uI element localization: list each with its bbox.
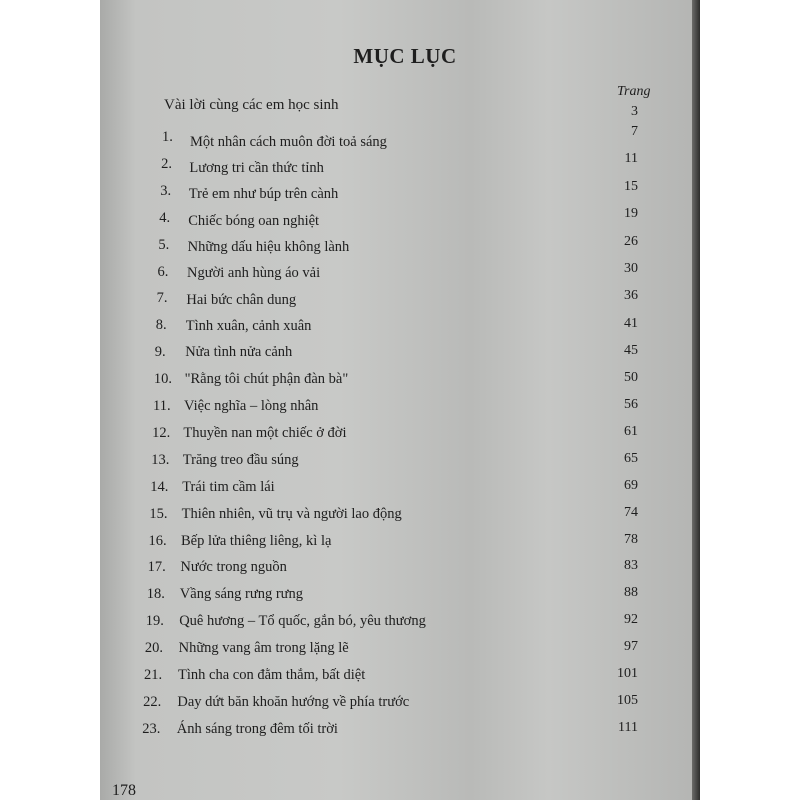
toc-entry-number: 14.: [150, 478, 169, 495]
toc-entry: [0, 370, 800, 392]
toc-entry: [0, 478, 800, 500]
toc-entry: [0, 424, 800, 446]
toc-entry: [0, 720, 800, 742]
toc-entry-number: 22.: [143, 693, 162, 710]
toc-entry: [0, 585, 800, 607]
toc-entry-number: 11.: [153, 398, 171, 414]
toc-entry-page: 45: [624, 343, 638, 359]
toc-entry-title: Trẻ em như búp trên cành: [188, 186, 339, 203]
toc-entry-page: 7: [631, 124, 638, 139]
toc-entry-title: Bếp lửa thiêng liêng, kì lạ: [181, 532, 332, 549]
toc-entry: [0, 178, 800, 204]
toc-entry: [0, 343, 800, 365]
toc-entry-title: "Rằng tôi chút phận đàn bà": [184, 371, 349, 388]
toc-entry: [0, 316, 800, 338]
toc-entry-page: 83: [624, 558, 638, 574]
toc-entry: [0, 451, 800, 473]
toc-entry-page: 11: [624, 151, 638, 167]
toc-entry-page: 30: [624, 261, 638, 276]
toc-entry-page: 26: [624, 233, 638, 249]
toc-entry-page: 92: [624, 612, 638, 628]
toc-entry: [0, 151, 800, 177]
toc-entry-title: Việc nghĩa – lòng nhân: [184, 398, 319, 414]
toc-entry-page: 69: [624, 477, 638, 493]
toc-entry-number: 6.: [157, 263, 169, 280]
toc-entry-number: 18.: [146, 586, 165, 603]
toc-entry-title: Ánh sáng trong đêm tối trời: [176, 720, 338, 737]
toc-entry-page: 74: [624, 504, 638, 520]
toc-entry-page: 78: [624, 531, 638, 547]
toc-entry-number: 9.: [154, 344, 166, 361]
toc-entry-title: Trăng treo đầu súng: [182, 451, 299, 468]
toc-entry: [0, 532, 800, 554]
toc-entry-page: 101: [617, 666, 638, 681]
toc-entry: [0, 505, 800, 527]
toc-entry-number: 3.: [160, 182, 172, 199]
toc-entry-title: Hai bức chân dung: [186, 291, 297, 308]
toc-entry: [0, 124, 800, 150]
toc-entry-page: 50: [624, 370, 638, 386]
toc-entry-page: 88: [624, 585, 638, 601]
toc-entry-number: 19.: [145, 613, 164, 630]
toc-entry-number: 17.: [147, 559, 166, 576]
toc-entry-number: 16.: [148, 532, 167, 549]
toc-entry-title: Một nhân cách muôn đời toả sáng: [190, 133, 387, 150]
toc-entry-page: 15: [624, 178, 638, 194]
toc-entry: [0, 639, 800, 661]
toc-entry-title: Vầng sáng rưng rưng: [179, 586, 304, 603]
toc-entry-page: 61: [624, 423, 638, 439]
toc-entry-number: 10.: [153, 371, 173, 388]
toc-entry-page: 36: [624, 288, 638, 304]
toc-entry-page: 97: [624, 639, 638, 655]
toc-entry-page: 105: [617, 692, 638, 708]
toc-entry-title: Chiếc bóng oan nghiệt: [188, 212, 320, 229]
toc-entry-title: Tình xuân, cảnh xuân: [185, 317, 312, 334]
toc-entry-title: Quê hương – Tổ quốc, gắn bó, yêu thương: [179, 613, 426, 630]
toc-entry-number: 12.: [152, 424, 171, 441]
toc-entry-number: 15.: [149, 505, 168, 522]
toc-entry: [0, 206, 800, 231]
toc-entry: [0, 558, 800, 580]
toc-entry-page: 19: [624, 206, 638, 222]
toc-entry-number: 4.: [159, 209, 171, 226]
toc-entry-number: 20.: [144, 640, 164, 657]
toc-entry-page: 56: [624, 397, 638, 412]
toc-entry-number: 5.: [158, 236, 170, 253]
toc-entry-page: 65: [624, 450, 638, 466]
toc-entry-title: Day dứt băn khoăn hướng về phía trước: [177, 693, 410, 710]
toc-entry: [0, 693, 800, 715]
toc-entry-title: Tình cha con đằm thắm, bất diệt: [178, 667, 366, 683]
toc-entry: [0, 233, 800, 258]
toc-entry-page: 111: [618, 719, 638, 735]
toc-entry-title: Nước trong nguồn: [180, 559, 287, 576]
toc-entry-title: Lương tri cần thức tỉnh: [189, 160, 324, 177]
toc-entry-number: 23.: [142, 720, 161, 737]
toc-entry-number: 2.: [161, 155, 172, 172]
toc-entry-page: 41: [624, 315, 638, 331]
page-title: MỤC LỤC: [353, 44, 457, 68]
toc-entry-title: Người anh hùng áo vải: [187, 265, 321, 282]
toc-entry-title: Những dấu hiệu không lành: [187, 238, 350, 255]
toc-entry: [0, 612, 800, 634]
toc-entry: [0, 263, 800, 285]
toc-entry-title: Trái tim cầm lái: [182, 478, 275, 495]
toc-intro-label: Vài lời cùng các em học sinh: [164, 97, 339, 113]
toc-entry: [0, 289, 800, 311]
toc-entry-number: 21.: [144, 667, 163, 683]
toc-entry-title: Nửa tình nửa cảnh: [185, 344, 293, 361]
toc-entry: [0, 397, 800, 419]
page-column-header: Trang: [617, 84, 651, 99]
toc-entry-title: Những vang âm trong lặng lẽ: [178, 640, 349, 657]
toc-entry-number: 1.: [162, 129, 173, 145]
page-number: 178: [112, 782, 136, 799]
toc-entry-number: 8.: [155, 317, 167, 334]
toc-entry-title: Thuyền nan một chiếc ở đời: [183, 424, 347, 441]
toc-entry-number: 7.: [156, 290, 168, 307]
toc-entry-number: 13.: [151, 451, 170, 468]
toc-entry-title: Thiên nhiên, vũ trụ và người lao động: [181, 505, 402, 522]
toc-entry: [0, 666, 800, 688]
toc-intro-page: 3: [631, 104, 638, 119]
